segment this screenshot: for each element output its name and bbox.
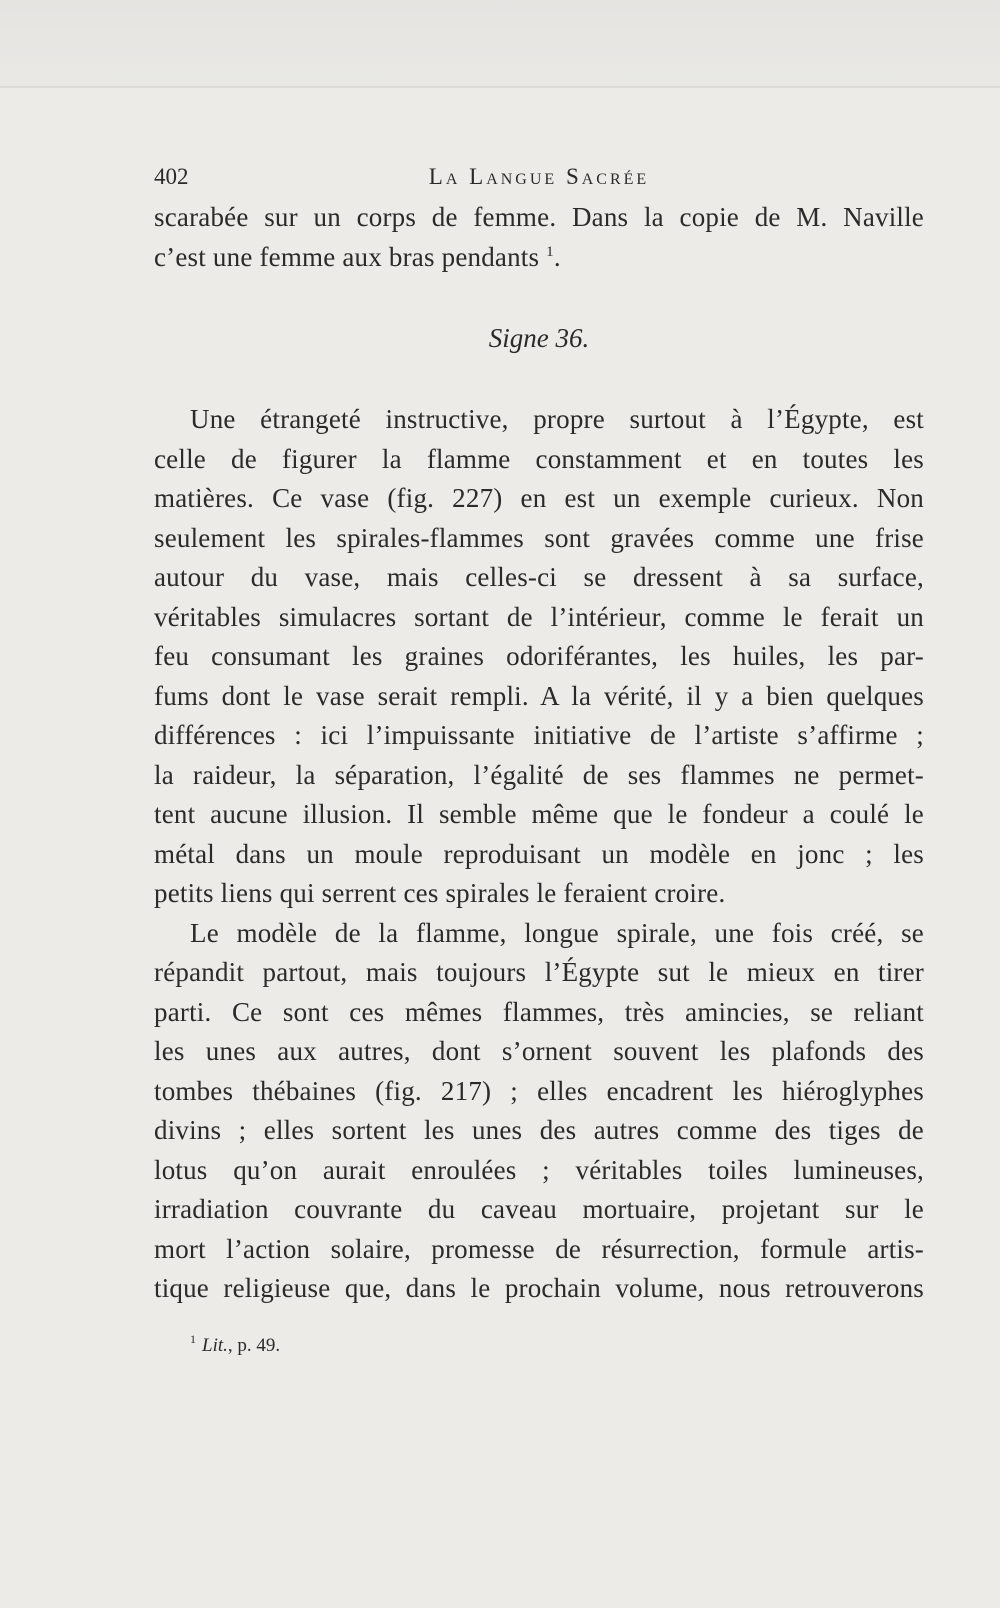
text-line: feu consumant les graines odoriférantes, les huiles, les par- <box>154 641 924 671</box>
text-line: lotus qu’on aurait enroulées ; véritables toiles lumineuses, <box>154 1154 924 1185</box>
text-line-end: . <box>553 241 561 272</box>
text-line: autour du vase, mais celles-ci se dressent à sa surface, <box>154 562 924 592</box>
paragraph-continuation <box>154 198 924 277</box>
text-line-content: c’est une femme aux bras pendants <box>154 241 540 272</box>
scan-margin-edge <box>0 86 1000 88</box>
page-number: 402 <box>154 164 189 189</box>
paragraph-signe-36 <box>154 400 924 914</box>
text-line: divins ; elles sortent les unes des autres comme des tiges de <box>154 1115 924 1145</box>
text-line: matières. Ce vase (fig. 227) en est un exemple curieux. Non <box>154 483 924 513</box>
footnote <box>154 1332 924 1357</box>
text-line: tique religieuse que, dans le prochain volume, nous retrouverons <box>154 1273 924 1303</box>
text-line: celle de figurer la flamme constamment et en toutes les <box>154 443 924 474</box>
text-line: petits liens qui serrent ces spirales le feraient croire. <box>154 878 726 908</box>
text-line: métal dans un moule reproduisant un modèle en jonc ; les <box>154 838 924 869</box>
text-line: la raideur, la séparation, l’égalité de ses flammes ne permet- <box>154 759 924 790</box>
text-line: Le modèle de la flamme, longue spirale, une fois créé, se <box>190 917 924 948</box>
text-line: véritables simulacres sortant de l’intérieur, comme le ferait un <box>154 601 924 632</box>
text-line: les unes aux autres, dont s’ornent souvent les plafonds des <box>154 1036 924 1066</box>
spacer <box>154 358 924 400</box>
text-line <box>154 238 924 278</box>
footnote-reference: 1 <box>546 243 554 260</box>
scan-margin-shade <box>0 0 1000 86</box>
text-line: différences : ici l’impuissante initiative de l’artiste s’affirme ; <box>154 720 924 750</box>
text-line: Une étrangeté instructive, propre surtout à l’Égypte, est <box>190 404 924 434</box>
footnote-mark: 1 <box>190 1332 196 1347</box>
text-line: seulement les spirales-flammes sont gravées comme une frise <box>154 522 924 553</box>
book-page <box>154 158 924 1357</box>
text-line: tent aucune illusion. Il semble même que le fondeur a coulé le <box>154 799 924 829</box>
text-line: irradiation couvrante du caveau mortuaire, projetant sur le <box>154 1194 924 1224</box>
running-title: La Langue Sacrée <box>428 164 650 189</box>
running-head <box>154 158 924 198</box>
text-line: mort l’action solaire, promesse de résurrection, formule artis- <box>154 1233 924 1264</box>
text-line: répandit partout, mais toujours l’Égypte sut le mieux en tirer <box>154 957 924 987</box>
spacer <box>154 277 924 319</box>
paragraph-flamme <box>154 914 924 1309</box>
text-line: fums dont le vase serait rempli. A la vérité, il y a bien quelques <box>154 680 924 711</box>
section-heading: Signe 36. <box>488 323 590 353</box>
footnote-text: , p. 49. <box>227 1334 281 1356</box>
footnote-source-title: Lit. <box>202 1334 228 1356</box>
text-line: parti. Ce sont ces mêmes flammes, très amincies, se reliant <box>154 996 924 1027</box>
text-line: scarabée sur un corps de femme. Dans la copie de M. Naville <box>154 202 924 232</box>
text-line: tombes thébaines (fig. 217) ; elles encadrent les hiéroglyphes <box>154 1075 924 1106</box>
